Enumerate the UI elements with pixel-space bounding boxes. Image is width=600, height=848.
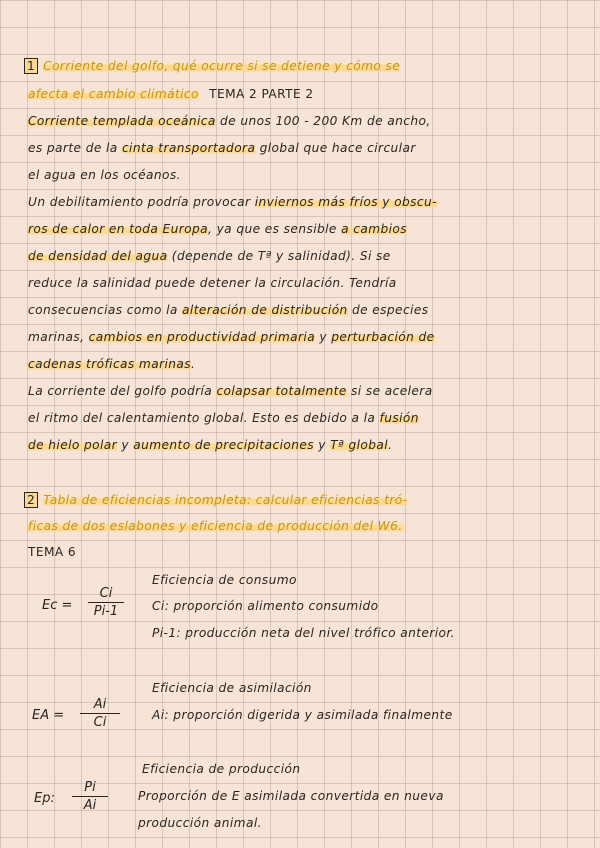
s1-line-10: cadenas tróficas marinas. bbox=[28, 357, 196, 371]
ep-symbol: Ep: bbox=[34, 791, 55, 806]
s1-line-7: reduce la salinidad puede detener la circulación. Tendría bbox=[28, 276, 397, 290]
ec-heading: Eficiencia de consumo bbox=[152, 573, 297, 587]
section1-tema: TEMA 2 PARTE 2 bbox=[209, 87, 314, 101]
s1-line-6: de densidad del agua (depende de Tª y salinidad). Si se bbox=[28, 249, 391, 263]
s1-line-12: el ritmo del calentamiento global. Esto es debido a la fusión bbox=[28, 411, 419, 425]
section2-tema: TEMA 6 bbox=[28, 545, 77, 559]
ec-denominator: Pi-1 bbox=[93, 604, 119, 619]
ec-symbol: Ec = bbox=[42, 598, 73, 613]
ea-symbol: EA = bbox=[32, 708, 65, 723]
s1-line-9: marinas, cambios en productividad primaria y perturbación de bbox=[28, 330, 435, 344]
section2-title-line2: ficas de dos eslabones y eficiencia de producción del W6. bbox=[28, 519, 403, 533]
ec-def-1: Ci: proporción alimento consumido bbox=[152, 599, 379, 613]
section2-number: 2 bbox=[24, 492, 38, 508]
s1-line-8: consecuencias como la alteración de distribución de especies bbox=[28, 303, 429, 317]
s1-line-5: ros de calor en toda Europa, ya que es sensible a cambios bbox=[28, 222, 407, 236]
s1-line-4: Un debilitamiento podría provocar inviernos más fríos y obscu- bbox=[28, 195, 437, 209]
s1-line-11: La corriente del golfo podría colapsar totalmente si se acelera bbox=[28, 384, 433, 398]
ea-numerator: Ai bbox=[93, 697, 107, 712]
ec-def-2: Pi-1: producción neta del nivel trófico anterior. bbox=[152, 626, 455, 640]
section1-number: 1 bbox=[24, 58, 38, 74]
ep-denominator: Ai bbox=[83, 798, 97, 813]
section1-title-line1: 1 Corriente del golfo, qué ocurre si se detiene y cómo se bbox=[24, 58, 400, 74]
ep-def-2: producción animal. bbox=[138, 816, 262, 830]
ea-fraction bbox=[80, 697, 120, 730]
ec-numerator: Ci bbox=[99, 586, 113, 601]
s1-line-2: es parte de la cinta transportadora global que hace circular bbox=[28, 141, 416, 155]
ea-denominator: Ci bbox=[93, 715, 107, 730]
ep-heading: Eficiencia de producción bbox=[142, 762, 301, 776]
s1-line-13: de hielo polar y aumento de precipitaciones y Tª global. bbox=[28, 438, 393, 452]
s1-line-1: Corriente templada oceánica de unos 100 - 200 Km de ancho, bbox=[28, 114, 431, 128]
ep-def-1: Proporción de E asimilada convertida en nueva bbox=[138, 789, 444, 803]
ea-heading: Eficiencia de asimilación bbox=[152, 681, 312, 695]
section2-title-line1: 2 Tabla de eficiencias incompleta: calcular eficiencias tró- bbox=[24, 492, 407, 508]
ea-def-1: Ai: proporción digerida y asimilada finalmente bbox=[152, 708, 453, 722]
ep-numerator: Pi bbox=[84, 780, 96, 795]
s1-line-3: el agua en los océanos. bbox=[28, 168, 181, 182]
section1-title-line2: afecta el cambio climático TEMA 2 PARTE 2 bbox=[28, 87, 314, 101]
ep-fraction bbox=[72, 780, 108, 813]
ec-fraction bbox=[88, 586, 124, 619]
